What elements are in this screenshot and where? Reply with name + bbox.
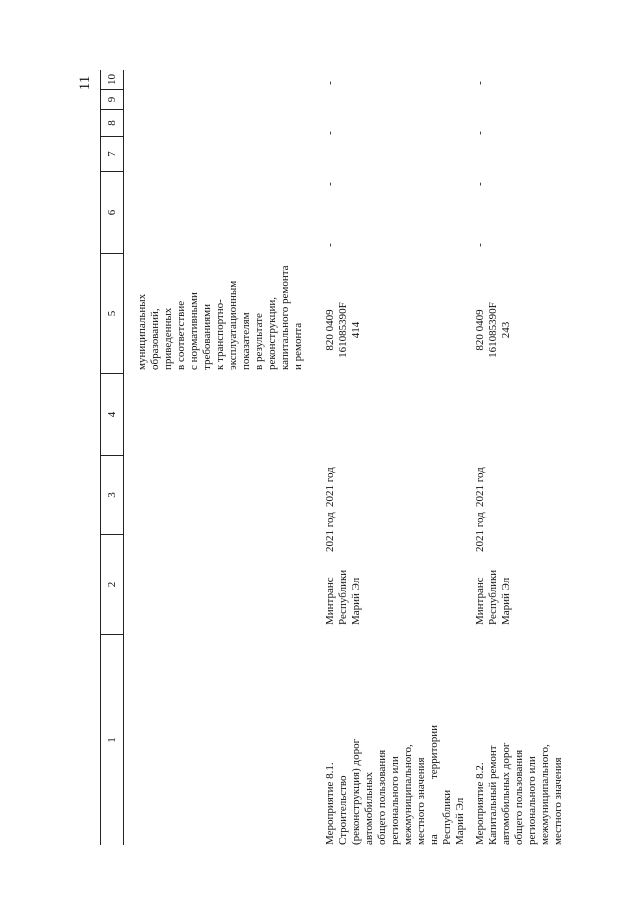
text-line: автомобильных [363, 772, 375, 845]
header-col-7: 7 [101, 137, 123, 172]
row2-col9: - [474, 131, 486, 135]
text-line: Марий Эл [350, 577, 362, 625]
text-line: 243 [500, 321, 512, 339]
row2-col8: - [474, 182, 486, 186]
row2-col7: - [474, 243, 486, 247]
text-line: межмуниципального, [402, 744, 414, 845]
text-line: регионального или [389, 756, 401, 845]
text-line: Республики [337, 569, 349, 625]
row1-col7: - [324, 243, 336, 247]
text-line: 161085390F [337, 302, 349, 358]
text-line: к транспортно- [214, 299, 226, 370]
text-line: требованиями [201, 303, 213, 370]
text-line: приведенных [162, 307, 174, 370]
continuation-col5 [136, 254, 305, 370]
text-line: (реконструкция) дорог [350, 738, 362, 845]
row2-measure-name [474, 725, 565, 845]
text-line: общего пользования [376, 749, 388, 845]
text-line: Марий Эл [454, 797, 466, 845]
text-line: межмуниципального, [539, 744, 551, 845]
text-line: муниципальных [136, 293, 148, 370]
row2-col10: - [474, 81, 486, 85]
text-line: Мероприятие 8.2. [474, 762, 486, 845]
text-line: Строительство [337, 775, 349, 845]
text-line: местного значения [552, 757, 564, 845]
header-col-4: 4 [101, 374, 123, 456]
text-line: образований, [149, 308, 161, 370]
row2-executor [474, 545, 513, 625]
row1-executor [324, 545, 363, 625]
table-header-row [100, 70, 124, 845]
text-line: 820 0409 [324, 309, 336, 351]
text-line: эксплуатационным [227, 280, 239, 370]
text-line: Капитальный ремонт [487, 745, 499, 845]
row1-start-date: 2021 год [324, 512, 336, 552]
header-col-2: 2 [101, 535, 123, 635]
page-number: 11 [77, 75, 93, 91]
row2-end-date: 2021 год [474, 467, 486, 507]
text-line: 414 [350, 321, 362, 339]
text-line: капитального ремонта [279, 265, 291, 370]
header-col-3: 3 [101, 456, 123, 535]
text-line: Минтранс [474, 577, 486, 625]
text-line: общего пользования [513, 749, 525, 845]
row2-budget-code [474, 290, 513, 370]
text-line: 820 0409 [474, 309, 486, 351]
row2-start-date: 2021 год [474, 512, 486, 552]
text-line: Мероприятие 8.1. [324, 762, 336, 845]
row1-col9: - [324, 131, 336, 135]
text-line: Минтранс [324, 577, 336, 625]
header-col-9: 9 [101, 90, 123, 110]
header-col-8: 8 [101, 110, 123, 137]
text-line: местного значения [415, 757, 427, 845]
row1-col10: - [324, 81, 336, 85]
row1-budget-code [324, 290, 363, 370]
text-line: регионального или [526, 756, 538, 845]
text-line: на территории Республики [428, 725, 453, 845]
text-line: в соответствие [175, 300, 187, 370]
text-line: с нормативными [188, 292, 200, 370]
text-line: 161085390F [487, 302, 499, 358]
text-line: Марий Эл [500, 577, 512, 625]
text-line: показателям [240, 312, 252, 370]
row1-end-date: 2021 год [324, 467, 336, 507]
rotated-table [100, 70, 636, 845]
row1-col8: - [324, 182, 336, 186]
header-col-10: 10 [101, 70, 123, 90]
row1-measure-name [324, 725, 467, 845]
text-line: реконструкции, [266, 297, 278, 370]
text-line: и ремонта [292, 322, 304, 370]
text-line: автомобильных дорог [500, 742, 512, 845]
header-col-6: 6 [101, 172, 123, 254]
header-col-5: 5 [101, 254, 123, 374]
text-line: Республики [487, 569, 499, 625]
text-line: в результате [253, 313, 265, 370]
header-col-1: 1 [106, 737, 118, 743]
